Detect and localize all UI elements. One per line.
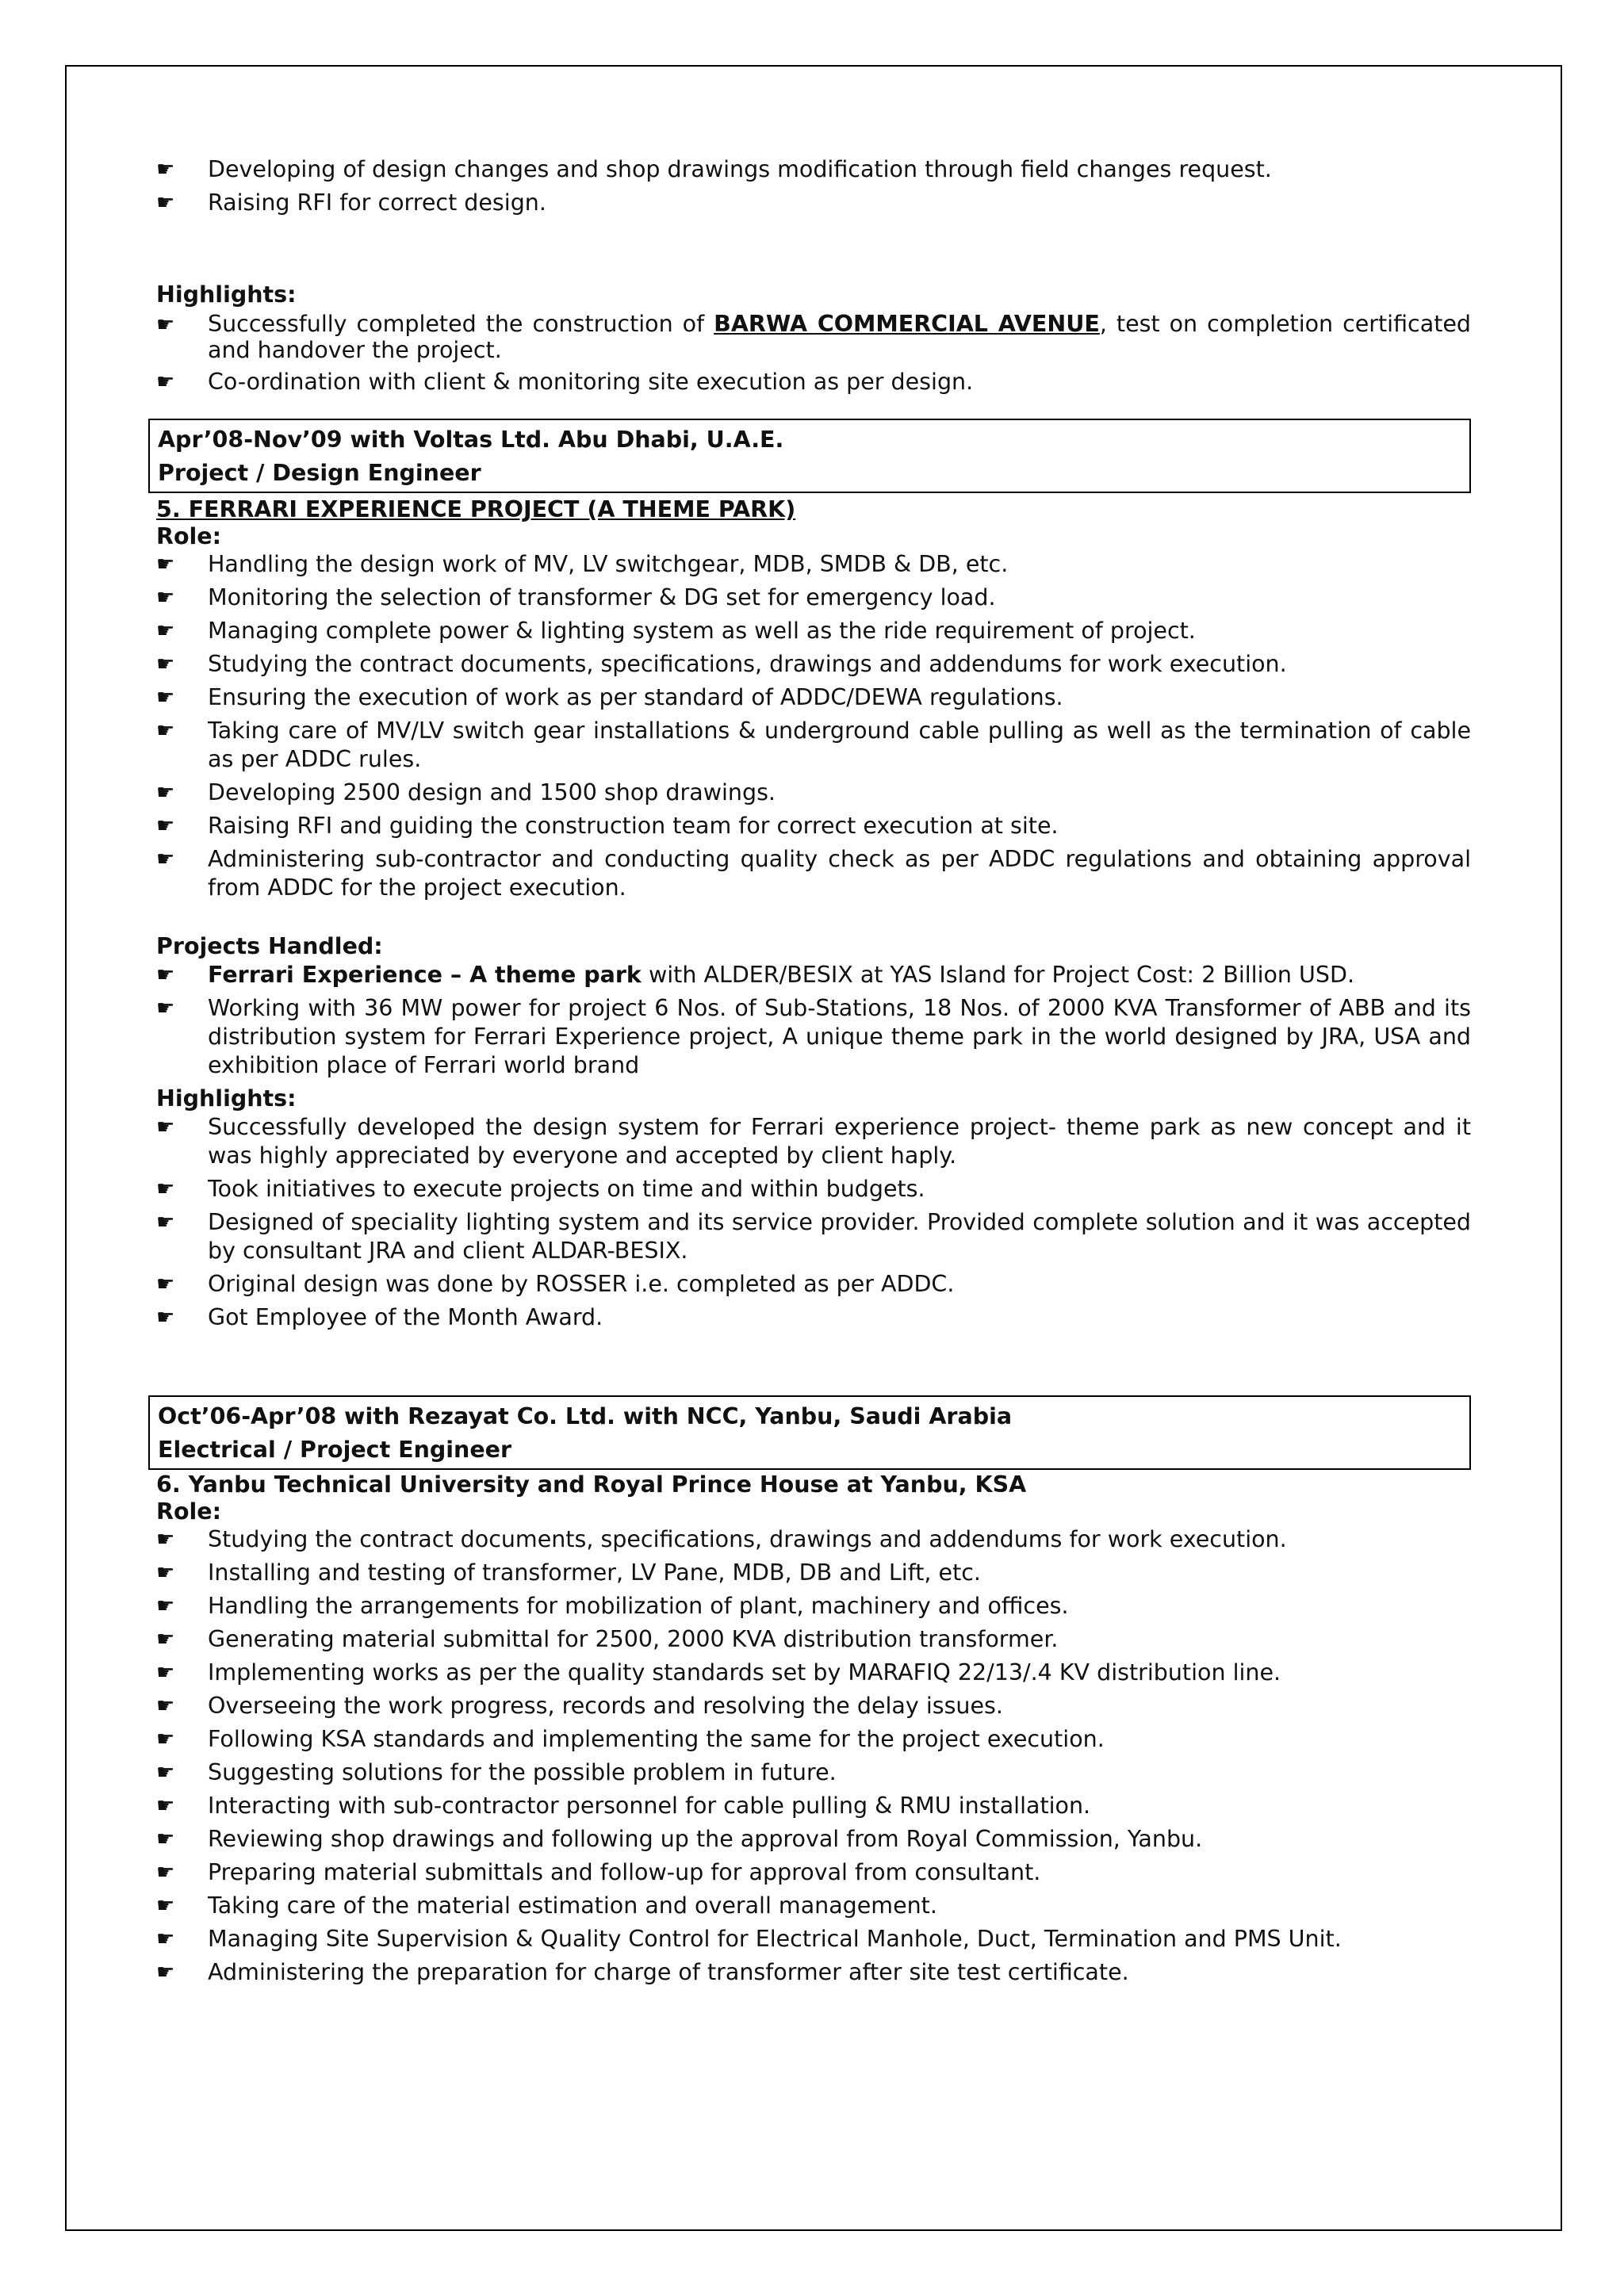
pointing-hand-icon: ☛ [156,1794,175,1818]
list-item: ☛ Interacting with sub-contractor personnel for cable pulling & RMU installation. [156,1793,1091,1819]
job-period-company: Apr’08-Nov’09 with Voltas Ltd. Abu Dhabi, U.A.E. [158,427,784,453]
highlights-heading: Highlights: [156,1085,297,1112]
list-item: ☛ Managing complete power & lighting system as well as the ride requirement of project. [156,618,1196,644]
job-designation: Project / Design Engineer [158,460,481,486]
list-item: ☛ Working with 36 MW power for project 6 Nos. of Sub-Stations, 18 Nos. of 2000 KVA Transformer of ABB and its distribution system for Ferrari Experience project, A unique theme park in the world designed by JRA, USA and exhibition place of Ferrari world brand [156,995,1471,1078]
job-period-company: Oct’06-Apr’08 with Rezayat Co. Ltd. with NCC, Yanbu, Saudi Arabia [158,1403,1013,1429]
pointing-hand-icon: ☛ [156,1761,175,1785]
list-item: ☛ Successfully developed the design system for Ferrari experience project- theme park as new concept and it was highly appreciated by everyone and accepted by client haply. [156,1114,1471,1169]
pointing-hand-icon: ☛ [156,553,175,576]
project-title: 5. FERRARI EXPERIENCE PROJECT (A THEME PARK) [156,496,796,522]
pointing-hand-icon: ☛ [156,1961,175,1984]
projects-handled-heading: Projects Handled: [156,933,383,959]
pointing-hand-icon: ☛ [156,1894,175,1918]
voltas-highlights-list [156,1113,1471,1332]
pointing-hand-icon: ☛ [156,313,175,337]
list-item: ☛ Took initiatives to execute projects on time and within budgets. [156,1176,925,1202]
top-bullet-list [156,155,1471,217]
pointing-hand-icon: ☛ [156,586,175,610]
role-heading: Role: [156,523,222,549]
list-item: ☛ Got Employee of the Month Award. [156,1304,603,1330]
list-item: ☛ Handling the design work of MV, LV switchgear, MDB, SMDB & DB, etc. [156,551,1009,577]
list-item: ☛ Administering sub-contractor and conducting quality check as per ADDC regulations and obtaining approval from ADDC for the project execution. [156,846,1471,901]
list-item: ☛ Suggesting solutions for the possible problem in future. [156,1759,837,1785]
pointing-hand-icon: ☛ [156,1594,175,1618]
pointing-hand-icon: ☛ [156,963,175,987]
list-item: ☛ Developing of design changes and shop drawings modification through field changes request. [156,156,1272,182]
pointing-hand-icon: ☛ [156,158,175,182]
list-item: ☛ Ferrari Experience – A theme park with ALDER/BESIX at YAS Island for Project Cost: 2 Billion USD. [156,962,1355,988]
pointing-hand-icon: ☛ [156,652,175,676]
resume-page-content [156,155,1471,1992]
pointing-hand-icon: ☛ [156,1306,175,1330]
list-item: ☛ Developing 2500 design and 1500 shop drawings. [156,779,776,806]
pointing-hand-icon: ☛ [156,1927,175,1951]
pointing-hand-icon: ☛ [156,1628,175,1651]
pointing-hand-icon: ☛ [156,1728,175,1751]
list-item: ☛ Overseeing the work progress, records and resolving the delay issues. [156,1693,1003,1719]
list-item: ☛ Designed of speciality lighting system and its service provider. Provided complete solution and it was accepted by consultant JRA and client ALDAR-BESIX. [156,1209,1471,1264]
pointing-hand-icon: ☛ [156,814,175,838]
list-item: ☛ Managing Site Supervision & Quality Control for Electrical Manhole, Duct, Termination and PMS Unit. [156,1926,1342,1952]
list-item: ☛ Taking care of MV/LV switch gear installations & underground cable pulling as well as the termination of cable as per ADDC rules. [156,718,1471,772]
list-item: ☛ Successfully completed the construction of BARWA COMMERCIAL AVENUE, test on completion certificated and handover the project. [156,311,1471,363]
job-designation: Electrical / Project Engineer [158,1437,512,1463]
pointing-hand-icon: ☛ [156,781,175,805]
voltas-role-list [156,550,1471,902]
pointing-hand-icon: ☛ [156,1861,175,1885]
pointing-hand-icon: ☛ [156,686,175,710]
list-item: ☛ Raising RFI and guiding the construction team for correct execution at site. [156,813,1059,839]
list-item: ☛ Reviewing shop drawings and following up the approval from Royal Commission, Yanbu. [156,1826,1203,1852]
list-item: ☛ Raising RFI for correct design. [156,189,546,216]
pointing-hand-icon: ☛ [156,997,175,1020]
pointing-hand-icon: ☛ [156,1561,175,1585]
pointing-hand-icon: ☛ [156,1115,175,1139]
project-name: BARWA COMMERCIAL AVENUE [714,311,1100,337]
project-title: 6. Yanbu Technical University and Royal Prince House at Yanbu, KSA [156,1471,1027,1498]
list-item: ☛ Generating material submittal for 2500, 2000 KVA distribution transformer. [156,1626,1059,1652]
pointing-hand-icon: ☛ [156,1272,175,1296]
rezayat-role-list [156,1525,1471,1987]
list-item: ☛ Administering the preparation for charge of transformer after site test certificate. [156,1959,1129,1985]
pointing-hand-icon: ☛ [156,619,175,643]
pointing-hand-icon: ☛ [156,370,175,394]
list-item: ☛ Studying the contract documents, specifications, drawings and addendums for work execution. [156,1526,1287,1552]
pointing-hand-icon: ☛ [156,1694,175,1718]
pointing-hand-icon: ☛ [156,719,175,743]
list-item: ☛ Handling the arrangements for mobilization of plant, machinery and offices. [156,1593,1069,1619]
pointing-hand-icon: ☛ [156,1211,175,1234]
list-item: ☛ Ensuring the execution of work as per standard of ADDC/DEWA regulations. [156,684,1063,710]
list-item: ☛ Monitoring the selection of transformer & DG set for emergency load. [156,584,996,610]
top-highlights-list [156,311,1471,396]
job-header-rezayat [148,1395,1471,1470]
pointing-hand-icon: ☛ [156,1177,175,1201]
list-item: ☛ Installing and testing of transformer, LV Pane, MDB, DB and Lift, etc. [156,1559,981,1586]
role-heading: Role: [156,1498,222,1525]
list-item: ☛ Original design was done by ROSSER i.e. completed as per ADDC. [156,1271,955,1297]
list-item: ☛ Co-ordination with client & monitoring site execution as per design. [156,369,974,395]
job-header-voltas [148,419,1471,493]
list-item: ☛ Implementing works as per the quality standards set by MARAFIQ 22/13/.4 KV distribution line. [156,1659,1281,1686]
pointing-hand-icon: ☛ [156,1528,175,1552]
pointing-hand-icon: ☛ [156,848,175,871]
pointing-hand-icon: ☛ [156,1827,175,1851]
list-item: ☛ Studying the contract documents, specifications, drawings and addendums for work execution. [156,651,1287,677]
pointing-hand-icon: ☛ [156,1661,175,1685]
highlights-heading: Highlights: [156,281,297,308]
list-item: ☛ Following KSA standards and implementing the same for the project execution. [156,1726,1105,1752]
list-item: ☛ Taking care of the material estimation and overall management. [156,1892,937,1919]
pointing-hand-icon: ☛ [156,191,175,215]
list-item: ☛ Preparing material submittals and follow-up for approval from consultant. [156,1859,1041,1885]
projects-handled-list [156,961,1471,1080]
